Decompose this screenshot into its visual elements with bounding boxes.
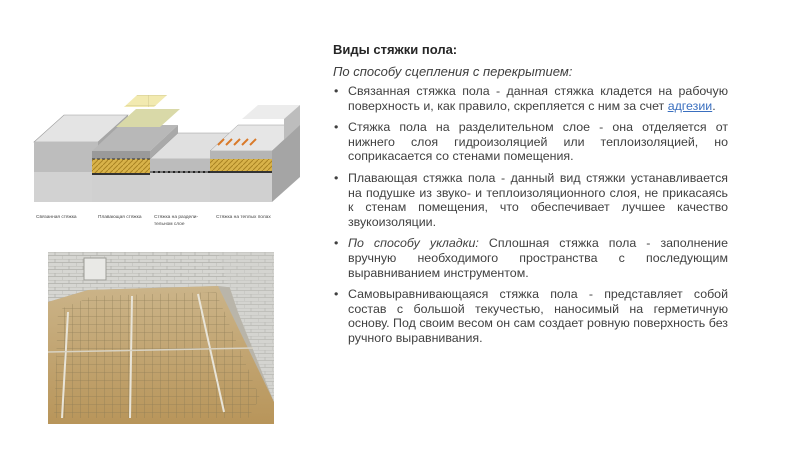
bullet-dot: • bbox=[334, 236, 339, 251]
screed-mesh-photo bbox=[48, 252, 274, 424]
bullet-text: Плавающая стяжка пола - данный вид стяжки устанавливается на подушке из звуко- и теплоизоляционного слоя, не прикасаясь к стенам помещения, что обеспечивает лучшее качество звукоизоляции. bbox=[348, 170, 728, 229]
label-separating-line1: Стяжка на раздели- bbox=[154, 215, 199, 220]
bullet-dot: • bbox=[334, 287, 339, 302]
bullet-dot: • bbox=[334, 84, 339, 98]
text-panel bbox=[333, 42, 728, 353]
label-heated: Стяжка на теплых полах bbox=[216, 215, 271, 220]
bullet-lead: По способу укладки: bbox=[348, 236, 479, 251]
section-heading: Виды стяжки пола: bbox=[333, 42, 458, 57]
label-floating: Плавающая стяжка bbox=[98, 215, 142, 220]
bullet-text-end: . bbox=[712, 98, 716, 113]
list-item bbox=[333, 120, 728, 164]
screed-types-diagram bbox=[28, 95, 313, 245]
bullet-dot: • bbox=[334, 120, 339, 135]
bullet-list bbox=[333, 84, 728, 346]
list-item bbox=[333, 236, 728, 280]
list-item bbox=[333, 171, 728, 229]
block-heated bbox=[210, 105, 300, 202]
label-separating-line2: тельном слое bbox=[154, 222, 185, 227]
bullet-text: Самовыравнивающаяся стяжка пола - представляет собой состав с большой текучестью, наносимый на герметичную основу. Под своим весом он сам создает ровную поверхность без ручного выравнивания. bbox=[348, 287, 728, 345]
bullet-text: Связанная стяжка пола - данная стяжка кладется на рабочую поверхность и, как правило, скрепляется с ним за счет bbox=[348, 84, 728, 113]
list-item bbox=[333, 84, 728, 113]
label-bonded: Связанная стяжка bbox=[36, 215, 77, 220]
list-item bbox=[333, 287, 728, 345]
section-subheading: По способу сцепления с перекрытием: bbox=[333, 64, 573, 79]
bullet-text: Стяжка пола на разделительном слое - она отделяется от нижнего слоя гидроизоляцией или теплоизоляцией, но соприкасается со стенами помещения. bbox=[348, 120, 728, 164]
bullet-text: Сплошная стяжка пола - заполнение вручную необходимого пространства с последующим выравниванием инструментом. bbox=[348, 236, 728, 280]
adhesion-link[interactable]: адгезии bbox=[667, 98, 713, 113]
bullet-dot: • bbox=[334, 170, 339, 185]
